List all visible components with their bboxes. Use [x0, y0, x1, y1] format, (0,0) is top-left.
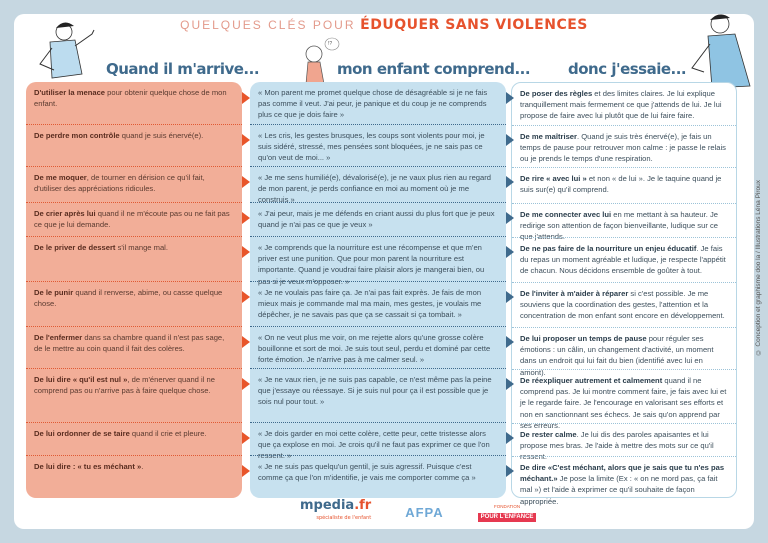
arrow-right-icon: [242, 246, 250, 258]
situation-text: s'il mange mal.: [115, 243, 168, 252]
alternative-bold: De dire «C'est méchant, alors que je sais que tu n'es pas méchant.»: [520, 463, 725, 484]
situation-row: [26, 236, 242, 281]
situation-text: quand il crie et pleure.: [129, 429, 207, 438]
situation-row: [26, 166, 242, 202]
column-heading-alternative: donc j'essaie...: [568, 60, 687, 78]
alternative-bold: De me maîtriser: [520, 132, 577, 141]
alternative-row: [512, 203, 736, 242]
arrow-right-icon: [506, 291, 514, 303]
column-child-understanding: [250, 82, 506, 498]
alternative-bold: De lui proposer un temps de pause: [520, 334, 647, 343]
situation-bold: De le punir: [34, 288, 74, 297]
calm-parent-illustration: [690, 10, 760, 90]
situation-bold: D'utiliser la menace: [34, 88, 106, 97]
column-situations: [26, 82, 242, 498]
situation-bold: De lui ordonner de se taire: [34, 429, 130, 438]
situation-row: [26, 124, 242, 166]
situation-text: pour obtenir quelque chose de mon enfant.: [34, 88, 227, 109]
title-prefix: QUELQUES CLÉS POUR: [180, 18, 356, 32]
alternative-row: [512, 83, 736, 125]
column-heading-child-understanding: mon enfant comprend...: [337, 60, 531, 78]
alternative-text: . Je fais du repas un moment agréable et ludique, je respecte l'appétit de chacun. Nous décidons ensemble de goûter à tout.: [520, 244, 726, 276]
alternative-text: et non « de lui ». Je le taquine quand je suis sur(e) qu'il comprend.: [520, 174, 722, 195]
alternative-text: . Je lui dis des paroles apaisantes et lui propose mes bras. Je l'aide à mettre des mots sur ce qu'il ressent.: [520, 430, 714, 462]
situation-row: [26, 202, 242, 236]
arrow-right-icon: [506, 378, 514, 390]
situation-bold: De perdre mon contrôle: [34, 131, 120, 140]
situation-row: [26, 326, 242, 368]
partner-logos: [300, 500, 536, 524]
alternative-text: pour réguler ses émotions : un câlin, un changement d'activité, un moment dans un endroit qui lui fait du bien (identifié avec lui en amont).: [520, 334, 714, 377]
child-quote-row: « Je ne vaux rien, je ne suis pas capable, ce n'est même pas la peine que j'essaye ou réessaye. Si je suis nul pour ça il est possible que je sois nul pour tout. »: [250, 368, 506, 422]
angry-parent-illustration: [30, 12, 100, 82]
afpa-logo: AFPA: [405, 504, 444, 520]
alternative-row: [512, 237, 736, 282]
child-quote-row: « Je ne suis pas quelqu'un gentil, je suis agressif. Puisque c'est comme ça que l'on m'identifie, je vais me comporter comme ça »: [250, 455, 506, 498]
alternative-row: [512, 125, 736, 167]
situation-row: [26, 422, 242, 455]
child-quote-row: « Je dois garder en moi cette colère, cette peur, cette tristesse alors que ça explose en moi. Je crois qu'il ne faut pas exprimer ce que l'on ressent. »: [250, 422, 506, 455]
alternative-bold: De réexpliquer autrement et calmement: [520, 376, 663, 385]
column-heading-situation: Quand il m'arrive...: [106, 60, 260, 78]
arrow-right-icon: [506, 336, 514, 348]
column-alternatives: [511, 82, 737, 506]
alternative-bold: De me connecter avec lui: [520, 210, 612, 219]
alternative-text: en me mettant à sa hauteur. Je redirige son attention de façon bienveillante, ludique sur ce que j'attends.: [520, 210, 718, 242]
arrow-right-icon: [242, 336, 250, 348]
poster-title: [0, 16, 768, 33]
situation-bold: De me moquer: [34, 173, 87, 182]
child-quote-row: « Je ne voulais pas faire ça. Je n'ai pas fait exprès. Je fais de mon mieux mais je commande mal ma main, mes gestes, je voulais me dépêcher, je ne savais pas que ça se cassait si ça tombait. »: [250, 281, 506, 326]
mpedia-logo-name: mpedia: [300, 498, 355, 513]
worried-child-illustration: [300, 36, 340, 84]
fondation-logo-box: POUR L'ENFANCE: [478, 513, 537, 522]
arrow-right-icon: [242, 134, 250, 146]
arrow-right-icon: [506, 212, 514, 224]
fondation-logo-top: FONDATION: [493, 503, 521, 509]
situation-row: [26, 368, 242, 422]
mpedia-logo-tld: .fr: [354, 498, 372, 513]
alternative-row: [512, 423, 736, 462]
situation-text: , de m'énerver quand il ne comprend pas ou n'arrive pas à faire quelque chose.: [34, 375, 215, 396]
situation-bold: De lui dire : « tu es méchant »: [34, 462, 142, 471]
situation-row: [26, 82, 242, 124]
child-quote-row: « J'ai peur, mais je me défends en criant aussi du plus fort que je peux quand je n'ai pas ce que je veux »: [250, 202, 506, 236]
situation-bold: De lui dire « qu'il est nul »: [34, 375, 128, 384]
child-quote-row: « Les cris, les gestes brusques, les coups sont violents pour moi, je suis sidéré, stressé, mes pensées sont bloquées, je ne sais pas ce qu'on veut de moi... »: [250, 124, 506, 166]
child-quote-row: « On ne veut plus me voir, on me rejette alors qu'une grosse colère bouillonne et sort de moi. Je suis tout seul, perdu et dominé par cette forte émotion. Je n'arrive pas à me calmer seul. »: [250, 326, 506, 368]
child-quote-row: « Je comprends que la nourriture est une récompense et que m'en priver est une punition. Que pour mon parent la nourriture est importante. Quand je voudrai faire plaisir alors je mangerai bien, ou pas si je veux m'opposer. »: [250, 236, 506, 281]
alternative-row: [512, 327, 736, 377]
alternative-bold: De ne pas faire de la nourriture un enjeu éducatif: [520, 244, 697, 253]
arrow-right-icon: [242, 291, 250, 303]
fondation-logo: [478, 503, 537, 522]
situation-text: quand il renverse, abime, ou casse quelque chose.: [34, 288, 223, 309]
arrow-right-icon: [506, 176, 514, 188]
alternative-bold: De poser des règles: [520, 89, 593, 98]
mpedia-logo: [300, 500, 371, 524]
alternative-text: . Quand je suis très énervé(e), je fais un temps de pause pour retrouver mon calme : je passe le relais ou je prends le temps d'une respiration.: [520, 132, 726, 164]
arrow-right-icon: [242, 432, 250, 444]
arrow-right-icon: [242, 465, 250, 477]
arrow-right-icon: [506, 246, 514, 258]
situation-text: quand je suis énervé(e).: [119, 131, 204, 140]
alternative-row: [512, 369, 736, 430]
situation-row: [26, 281, 242, 326]
arrow-right-icon: [506, 465, 514, 477]
alternative-row: [512, 456, 736, 506]
situation-bold: De l'enfermer: [34, 333, 83, 342]
alternative-text: Je pose la limite (Ex : « on ne mord pas, ça fait mal ») et l'aide à exprimer ce qu'il souhaite de façon appropriée.: [520, 474, 718, 506]
alternative-row: [512, 282, 736, 327]
arrow-right-icon: [242, 212, 250, 224]
title-main: ÉDUQUER SANS VIOLENCES: [360, 17, 588, 33]
alternative-text: et des limites claires. Je lui explique tranquillement mais fermement ce que j'attends de lui. Je lui propose de faire avec lui plutôt que de lui faire faire.: [520, 89, 722, 121]
arrow-right-icon: [242, 176, 250, 188]
situation-row: [26, 455, 242, 498]
situation-text: .: [141, 462, 144, 471]
child-quote-row: « Mon parent me promet quelque chose de désagréable si je ne fais pas comme il veut. J'ai peur, je panique et du coup je ne comprends plus ce que je dois faire »: [258, 88, 488, 120]
situation-bold: De le priver de dessert: [34, 243, 116, 252]
alternative-bold: De rire « avec lui »: [520, 174, 587, 183]
arrow-right-icon: [506, 134, 514, 146]
thought-bubble-text: !?: [328, 41, 333, 47]
situation-bold: De crier après lui: [34, 209, 96, 218]
alternative-text: quand il ne comprend pas. Je lui montre comment faire, je fais avec lui et je le regarde faire. Je l'encourage en valorisant ses efforts et non en sanctionnant ses échecs. Je sais qu'on apprend par ses erreurs.: [520, 376, 727, 430]
alternative-text: si c'est possible. Je me souviens que la coordination des gestes, l'attention et la concentration de mon enfant sont encore en développement.: [520, 289, 725, 321]
situation-text: dans sa chambre quand il n'est pas sage, de le mettre au coin quand il fait des colères.: [34, 333, 225, 354]
arrow-right-icon: [506, 432, 514, 444]
alternative-row: [512, 167, 736, 203]
situation-text: , de tourner en dérision ce qu'il fait, d'utiliser des appréciations ridicules.: [34, 173, 205, 194]
arrow-right-icon: [506, 92, 514, 104]
alternative-bold: De rester calme: [520, 430, 577, 439]
situation-text: quand il ne m'écoute pas ou ne fait pas ce que je lui demande.: [34, 209, 230, 230]
arrow-right-icon: [242, 378, 250, 390]
credit-text: © Conception et graphisme doo la / Illustrations Léna Piroux: [755, 180, 762, 356]
mpedia-logo-sub: spécialiste de l'enfant: [316, 515, 372, 521]
child-quote-row: « Je me sens humilié(e), dévalorisé(e), je ne vaux plus rien au regard de mon parent, je perds confiance en moi au moment où je me construis »: [250, 166, 506, 202]
alternative-bold: De l'inviter à m'aider à réparer: [520, 289, 629, 298]
arrow-right-icon: [242, 92, 250, 104]
